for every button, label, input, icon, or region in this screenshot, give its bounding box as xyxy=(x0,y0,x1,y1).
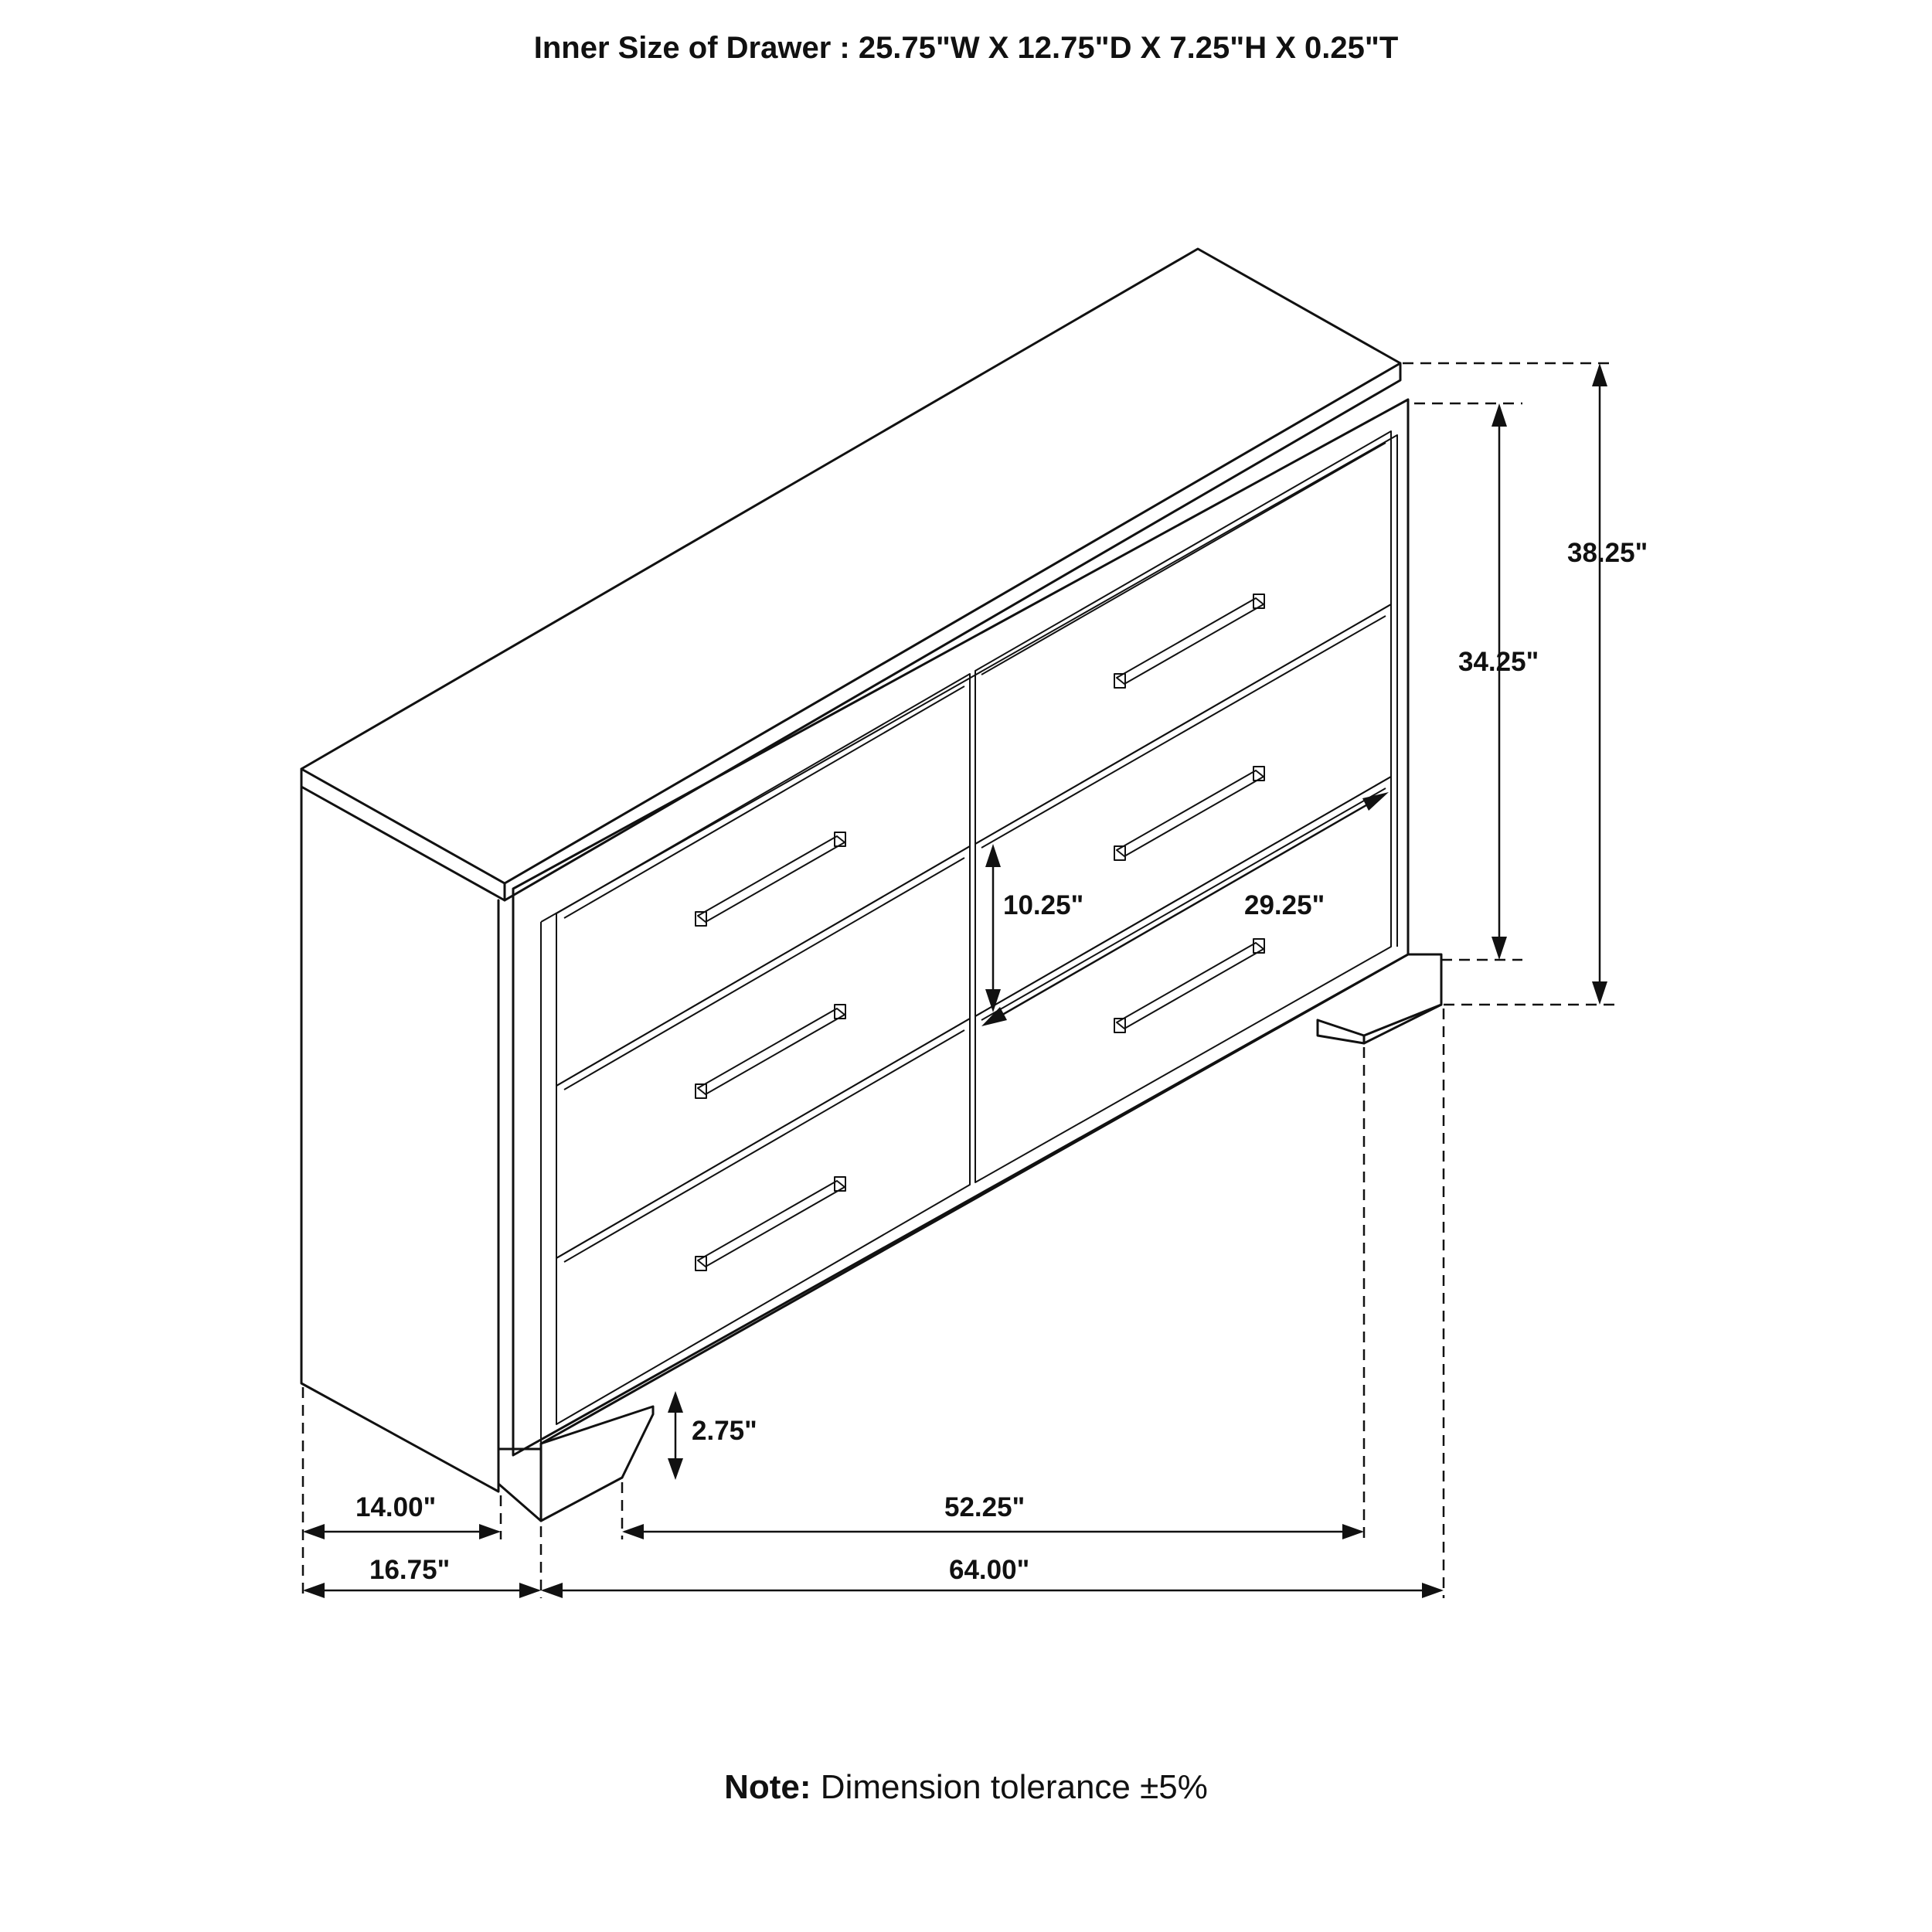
label-case-height: 34.25" xyxy=(1458,647,1539,677)
label-overall-width: 64.00" xyxy=(949,1555,1030,1585)
dresser-outline xyxy=(301,249,1441,1521)
note-label: Note: xyxy=(724,1768,811,1806)
drawer-left-middle xyxy=(556,846,970,1258)
label-drawer-height: 10.25" xyxy=(1003,890,1084,920)
drawer-right-middle xyxy=(975,604,1391,1016)
handle-right-bottom xyxy=(1114,939,1264,1032)
label-leg-height: 2.75" xyxy=(692,1416,757,1446)
handle-left-middle xyxy=(696,1005,845,1098)
handle-right-top xyxy=(1114,594,1264,688)
handle-left-bottom xyxy=(696,1177,845,1270)
drawer-left-bottom xyxy=(556,1019,970,1424)
drawer-right-top xyxy=(975,431,1391,844)
dimension-labels xyxy=(355,538,1648,1585)
dresser-top-front-edge xyxy=(301,363,1400,900)
label-case-depth: 14.00" xyxy=(355,1492,437,1522)
tolerance-note xyxy=(0,1768,1932,1807)
handle-left-top xyxy=(696,832,845,926)
note-text: Dimension tolerance ±5% xyxy=(811,1768,1208,1806)
dresser-side-panel xyxy=(301,787,498,1492)
label-leg-span: 52.25" xyxy=(944,1492,1026,1522)
drawer-size-header: Inner Size of Drawer : 25.75"W X 12.75"D X 7.25"H X 0.25"T xyxy=(533,31,1399,65)
drawer-right-bottom xyxy=(975,777,1391,1182)
front-frame-outer xyxy=(513,400,1408,1455)
label-overall-depth: 16.75" xyxy=(369,1555,451,1585)
drawer-handles xyxy=(696,594,1264,1270)
label-drawer-width: 29.25" xyxy=(1244,890,1325,920)
handle-right-middle xyxy=(1114,767,1264,860)
drawer-left-top xyxy=(556,674,970,1086)
dresser-top-surface xyxy=(301,249,1400,883)
extension-lines xyxy=(303,363,1615,1598)
label-overall-height: 38.25" xyxy=(1567,538,1648,568)
